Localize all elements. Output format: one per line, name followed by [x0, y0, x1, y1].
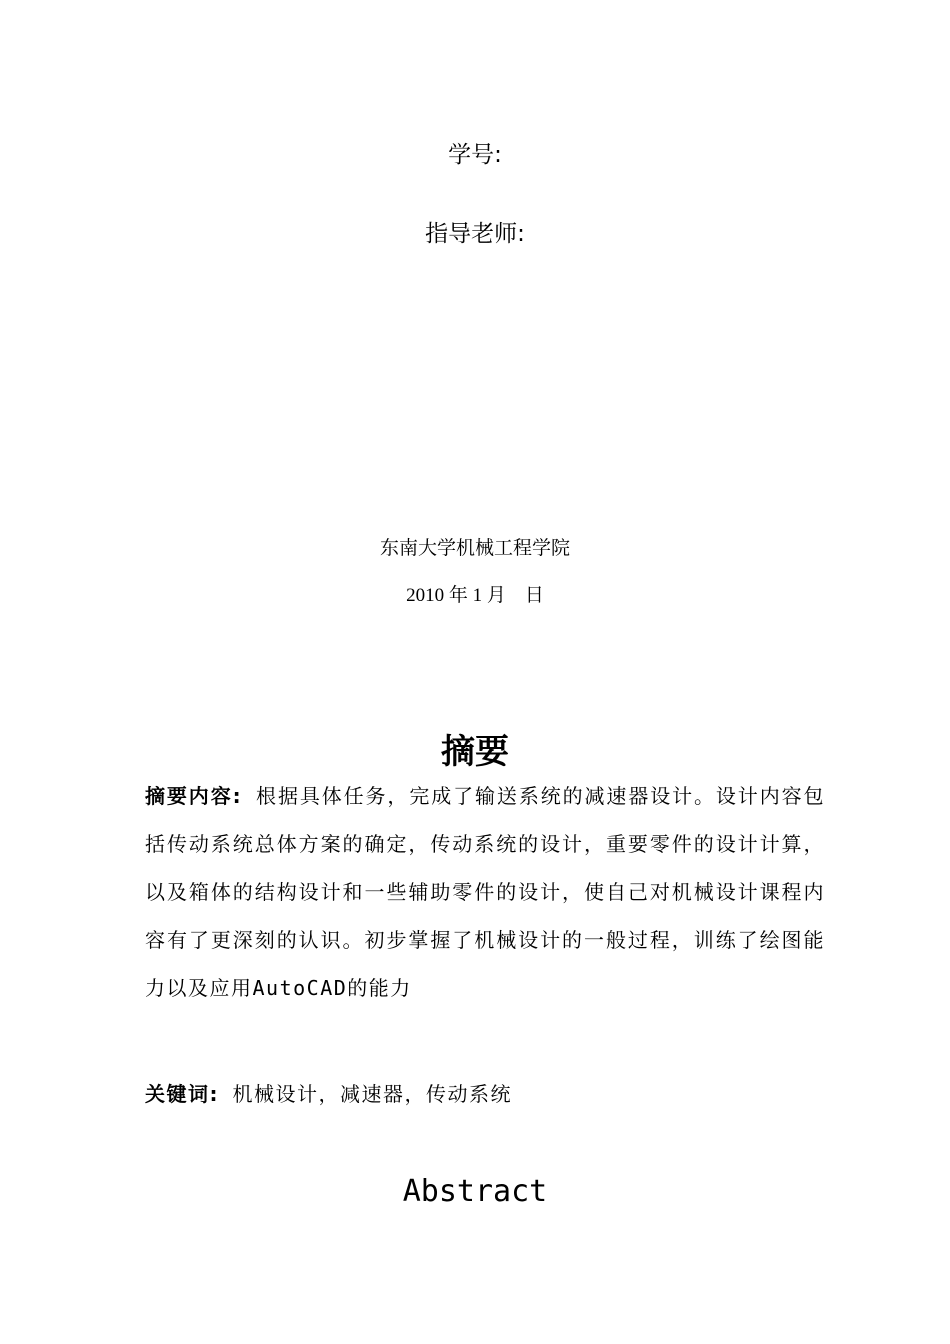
abstract-cn-paragraph	[145, 772, 825, 1012]
student-id-label: 学号:	[448, 142, 502, 168]
keywords-label: 关键词:	[145, 1082, 219, 1106]
abstract-content-label: 摘要内容:	[145, 784, 243, 808]
abstract-en-heading: Abstract	[402, 1174, 548, 1209]
advisor-label: 指导老师:	[425, 221, 525, 247]
cover-date: 2010 年 1 月 日	[406, 585, 544, 606]
abstract-content-text: 根据具体任务，完成了输送系统的减速器设计。设计内容包括传动系统总体方案的确定，传动系统的设计，重要零件的设计计算，以及箱体的结构设计和一些辅助零件的设计，使自己对机械设计课程内容有了更深刻的认识。初步掌握了机械设计的一般过程，训练了绘图能力以及应用AutoCAD的能力	[145, 784, 826, 1000]
abstract-cn-heading: 摘要	[441, 732, 509, 772]
keywords-line	[145, 1070, 825, 1118]
keywords-text: 机械设计，减速器，传动系统	[232, 1082, 513, 1106]
institution-name: 东南大学机械工程学院	[379, 538, 570, 559]
